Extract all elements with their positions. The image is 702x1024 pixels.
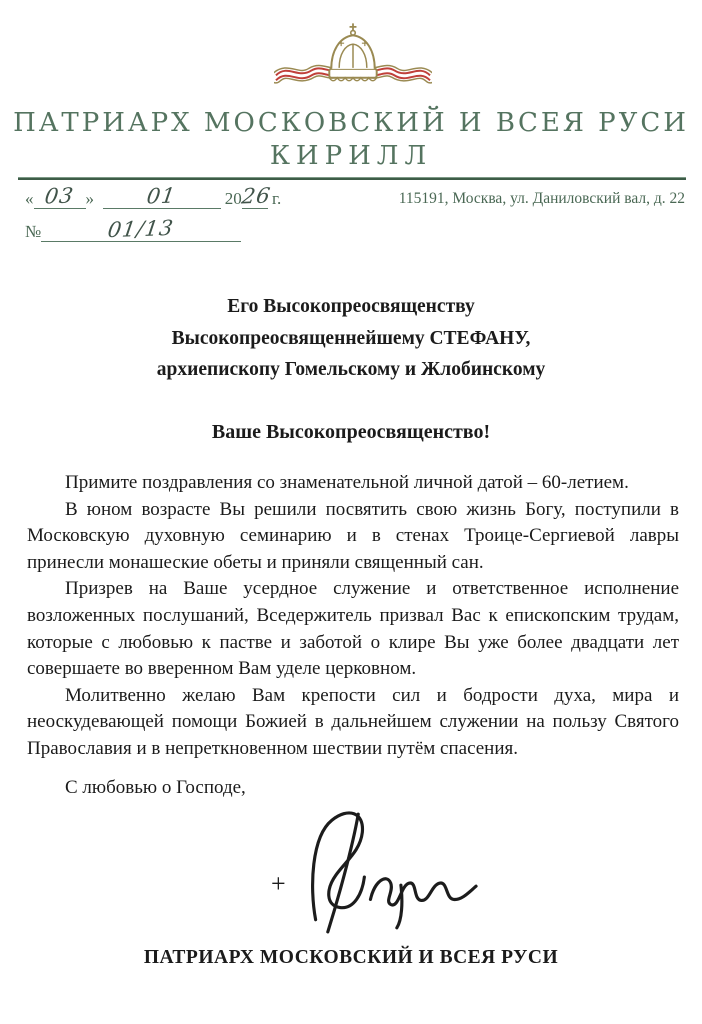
body-paragraph: В юном возрасте Вы решили посвятить свою жизнь Богу, поступили в Московскую духовную семинарию и в стенах Троице-Сергиевой лавры принесли монашеские обеты и приняли священный сан. bbox=[27, 498, 679, 573]
number-field bbox=[41, 217, 241, 242]
body-paragraph: Призрев на Ваше усердное служение и ответственное исполнение возложенных послушаний, Вседержитель призвал Вас к епископским трудам, которые с любовью к пастве и заботой о клире Вы уже более двадцати лет совершаете во вверенном Вам уделе церковном. bbox=[27, 578, 679, 680]
recipient-line: Его Высокопреосвященству bbox=[227, 296, 475, 317]
number-line bbox=[25, 217, 241, 242]
recipient-line: архиепископу Гомельскому и Жлобинскому bbox=[156, 359, 546, 380]
signature-cross: + bbox=[271, 869, 286, 898]
ribbon-right-icon bbox=[369, 68, 430, 80]
letter-body bbox=[27, 470, 679, 763]
letterhead-divider bbox=[18, 177, 686, 180]
letterhead-name: КИРИЛЛ bbox=[269, 141, 433, 171]
century-prefix: 20 bbox=[224, 189, 242, 208]
year-field bbox=[239, 183, 273, 209]
ribbon-left-icon bbox=[276, 68, 337, 80]
recipient-block bbox=[0, 291, 702, 386]
date-line bbox=[25, 184, 281, 209]
number-label: № bbox=[25, 222, 42, 241]
body-paragraph: Молитвенно желаю Вам крепости сил и бодрости духа, мира и неоскудевающей помощи Божией в дальнейшем служении на пользу Святого Православия и в непреткновенном шествии путём спасения. bbox=[27, 684, 679, 759]
day-field bbox=[34, 184, 86, 209]
close-quote: » bbox=[85, 189, 94, 208]
handwritten-day: 03 bbox=[43, 183, 76, 209]
signature-script bbox=[292, 806, 522, 938]
letterhead-title: ПАТРИАРХ МОСКОВСКИЙ И ВСЕЯ РУСИ bbox=[13, 108, 689, 138]
salutation: Ваше Высокопреосвященство! bbox=[211, 421, 491, 443]
handwritten-number: 01/13 bbox=[106, 215, 176, 243]
crown-icon bbox=[329, 23, 376, 80]
recipient-line: Высокопреосвященнейшему СТЕФАНУ, bbox=[171, 327, 531, 349]
letterhead-address: 115191, Москва, ул. Даниловский вал, д. 22 bbox=[398, 190, 685, 207]
footer-title: ПАТРИАРХ МОСКОВСКИЙ И ВСЕЯ РУСИ bbox=[143, 947, 559, 968]
closing-line: С любовью о Господе, bbox=[65, 777, 246, 798]
handwritten-year: 26 bbox=[239, 183, 273, 209]
patriarchal-crown-emblem-icon bbox=[274, 22, 432, 92]
body-paragraph: Примите поздравления со знаменательной личной датой – 60-летием. bbox=[65, 472, 629, 493]
open-quote: « bbox=[25, 189, 34, 208]
month-field bbox=[103, 184, 221, 209]
year-suffix: г. bbox=[272, 189, 282, 208]
handwritten-month: 01 bbox=[145, 183, 178, 209]
